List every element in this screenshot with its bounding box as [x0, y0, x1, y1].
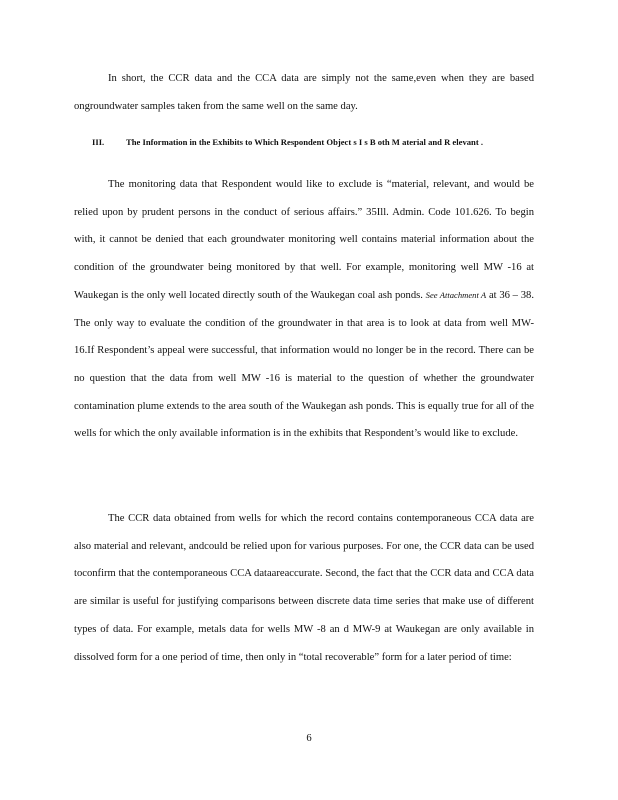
section-number: III. — [92, 137, 105, 147]
page-number: 6 — [306, 733, 312, 744]
paragraph-ccr-data — [74, 505, 534, 671]
paragraph-monitoring-part1: The monitoring data that Respondent would like to exclude is “material, relevant, and would be relied upon by prudent persons in the conduct of serious affairs.” 35Ill. Admin. Code 101.626. To begin with, it cannot be denied that each groundwater monitoring well contains material information about the condition of the groundwater being monitored by that well. For example, monitoring well MW -16 at Waukegan is the only well located directly south of the Waukegan coal ash ponds. — [74, 179, 534, 301]
attachment-citation: See Attachment A — [425, 289, 487, 300]
paragraph-ccr-data-text: The CCR data obtained from wells for which the record contains contemporaneous CCA data are also material and relevant, andcould be relied upon for various purposes. For one, the CCR data can be used toconfirm that the contemporaneous CCA dataareaccurate. Second, the fact that the CCR data and CCA data are similar is useful for justifying comparisons between discrete data time series that make use of different types of data. For example, metals data for wells MW -8 an d MW-9 at Waukegan are only available in dissolved form for a one period of time, then only in “total recoverable” form for a later period of time: — [74, 513, 534, 663]
section-title: The Information in the Exhibits to Which Respondent Object s I s B oth M aterial and R elevant . — [126, 137, 483, 147]
paragraph-monitoring-part2: at 36 – 38. The only way to evaluate the condition of the groundwater in that area is to look at data from well MW-16.If Respondent’s appeal were successful, that information would no longer be in the record. There can be no question that the data from well MW -16 is material to the question of whether the groundwater contamination plume extends to the area south of the Waukegan ash ponds. This is equally true for all of the wells for which the only available information is in the exhibits that Respondent’s would like to exclude. — [74, 289, 534, 440]
paragraph-monitoring-text — [74, 171, 534, 448]
paragraph-monitoring — [74, 171, 534, 448]
paragraph-intro — [74, 65, 534, 120]
paragraph-intro-text: In short, the CCR data and the CCA data are simply not the same,even when they are based ongroundwater samples taken from the same well on the same day. — [74, 73, 534, 112]
